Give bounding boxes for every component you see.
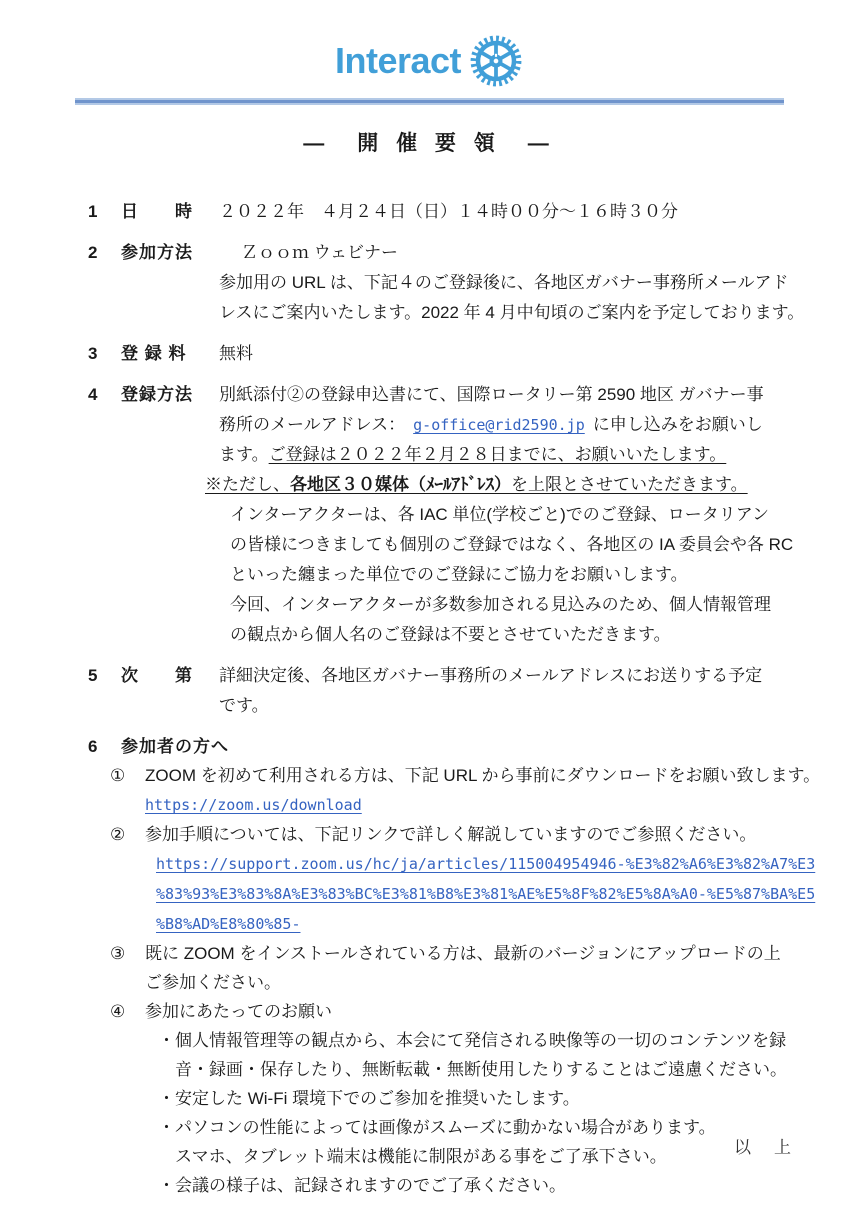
- item-participants: [88, 732, 821, 1200]
- closing-mark: 以 上: [734, 1138, 794, 1157]
- item-number: 4: [88, 385, 98, 404]
- method-value: Ｚｏｏｍ ウェビナー: [241, 243, 399, 262]
- note-line: ZOOM を初めて利用される方は、下記 URL から事前にダウンロードをお願い致します。: [145, 766, 821, 785]
- item-number: 1: [88, 202, 98, 221]
- note-line: ご参加ください。: [145, 973, 281, 992]
- deadline-underlined: ご登録は２０２２年２月２８日までに、お願いいたします。: [268, 445, 727, 464]
- registration-paragraph-line: 今回、インターアクターが多数参加される見込みのため、個人情報管理: [230, 595, 771, 614]
- zoom-support-link[interactable]: %83%93%E3%83%8A%E3%83%BC%E3%81%B8%E3%81%AE%E5%8F%82%E5%8A%A0-%E5%87%BA%E5: [156, 885, 816, 903]
- participants-note-4: [110, 997, 798, 1200]
- page-title: ― 開 催 要 領 ―: [303, 132, 555, 155]
- note-line: 既に ZOOM をインストールされている方は、最新のバージョンにアップロードの上: [145, 944, 781, 963]
- registration-paragraph-line: といった纏まった単位でのご登録にご協力をお願いします。: [230, 565, 688, 584]
- participants-note-2: [110, 820, 816, 939]
- rotary-wheel-icon: [469, 34, 523, 88]
- circled-number: ④: [110, 1002, 126, 1021]
- fee-value: 無料: [219, 344, 253, 363]
- bullet-line: 音・録画・保存したり、無断転載・無断使用したりすることはご遠慮ください。: [158, 1060, 787, 1079]
- participants-heading: [88, 732, 798, 761]
- item-program: [88, 661, 798, 721]
- bullet-line: ・安定した Wi-Fi 環境下でのご参加を推奨いたします。: [158, 1089, 580, 1108]
- note-line: 参加にあたってのお願い: [145, 1002, 332, 1021]
- header: [0, 0, 858, 105]
- header-divider: [75, 98, 784, 105]
- participants-note-1: [110, 761, 821, 820]
- method-detail-line: 参加用の URL は、下記４のご登録後に、各地区ガバナー事務所メールアド: [219, 273, 789, 292]
- datetime-value: ２０２２年 ４月２４日（日）１４時００分～１６時３０分: [219, 202, 678, 221]
- registration-email-link[interactable]: g-office@rid2590.jp: [413, 416, 585, 434]
- zoom-download-link[interactable]: https://zoom.us/download: [145, 796, 362, 814]
- item-number: 6: [88, 737, 98, 756]
- item-number: 5: [88, 666, 98, 685]
- registration-note-line: ※ただし、各地区３０媒体（ﾒｰﾙｱﾄﾞﾚｽ）を上限とさせていただきます。: [205, 475, 748, 494]
- registration-paragraph-line: の観点から個人名のご登録は不要とさせていただきます。: [230, 625, 671, 644]
- bullet-line: ・会議の様子は、記録されますのでご了承ください。: [158, 1176, 566, 1195]
- circled-number: ③: [110, 944, 126, 963]
- item-participation-method: [88, 238, 805, 328]
- zoom-support-link[interactable]: https://support.zoom.us/hc/ja/articles/115004954946-%E3%82%A6%E3%82%A7%E3: [156, 855, 816, 873]
- item-label: 次 第: [121, 666, 193, 685]
- item-number: 2: [88, 243, 98, 262]
- participants-note-3: [110, 939, 798, 997]
- registration-deadline-line: ます。ご登録は２０２２年２月２８日までに、お願いいたします。: [219, 445, 727, 464]
- registration-paragraph-line: インターアクターは、各 IAC 単位(学校ごと)でのご登録、ロータリアン: [230, 505, 770, 524]
- item-label: 登録方法: [121, 385, 193, 404]
- registration-line: 別紙添付②の登録申込書にて、国際ロータリー第 2590 地区 ガバナー事: [219, 385, 764, 404]
- document-body: [88, 197, 821, 1200]
- note-bold: 各地区３０媒体（ﾒｰﾙｱﾄﾞﾚｽ）: [290, 475, 511, 494]
- request-bullets: [158, 1026, 798, 1200]
- note-line: 参加手順については、下記リンクで詳しく解説していますのでご参照ください。: [145, 825, 757, 844]
- circled-number: ②: [110, 825, 126, 844]
- item-label: 参加方法: [121, 243, 193, 262]
- zoom-support-link[interactable]: %B8%AD%E8%80%85-: [156, 915, 301, 933]
- item-registration-method: [88, 380, 798, 650]
- bullet-line: ・個人情報管理等の観点から、本会にて発信される映像等の一切のコンテンツを録: [158, 1031, 787, 1050]
- item-label: 日 時: [121, 202, 193, 221]
- registration-paragraph-line: の皆様につきましても個別のご登録ではなく、各地区の IA 委員会や各 RC: [230, 535, 794, 554]
- bullet-line: ・パソコンの性能によっては画像がスムーズに動かない場合があります。: [158, 1118, 716, 1137]
- item-number: 3: [88, 344, 98, 363]
- program-line: です。: [219, 696, 269, 715]
- interact-logo: [0, 32, 858, 90]
- interact-wordmark: Interact: [334, 40, 462, 81]
- bullet-line: スマホ、タブレット端末は機能に制限がある事をご了承下さい。: [158, 1147, 667, 1166]
- registration-line: 務所のメールアドレス： g-office@rid2590.jp に申し込みをお願いし: [219, 415, 763, 434]
- item-label: 登 録 料: [121, 344, 187, 363]
- circled-number: ①: [110, 766, 126, 785]
- program-line: 詳細決定後、各地区ガバナー事務所のメールアドレスにお送りする予定: [219, 666, 763, 685]
- item-datetime: [88, 197, 798, 227]
- item-registration-fee: [88, 339, 798, 369]
- item-label: 参加者の方へ: [121, 737, 229, 756]
- method-detail-line: レスにご案内いたします。2022 年 4 月中旬頃のご案内を予定しております。: [219, 303, 805, 322]
